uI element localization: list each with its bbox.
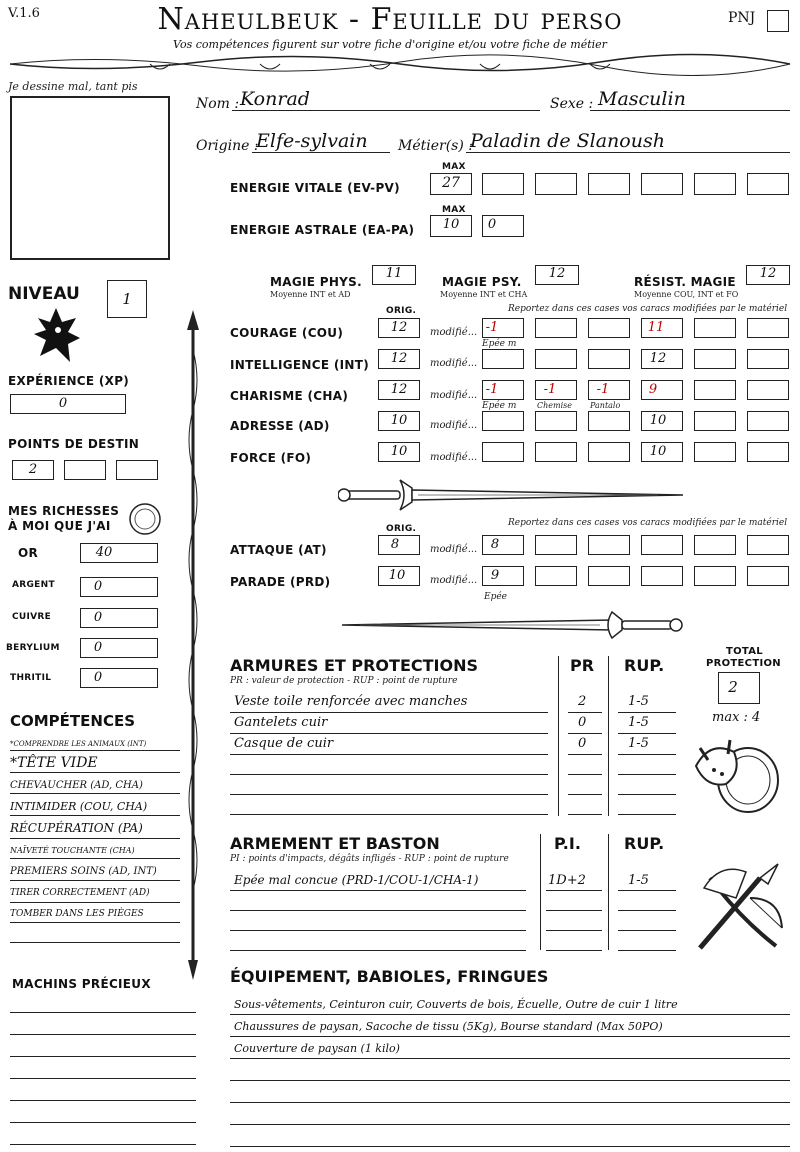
dragon-icon xyxy=(30,304,82,366)
destin-value: 2 xyxy=(28,462,38,477)
sexe-label: Sexe : xyxy=(550,96,594,112)
argent-value: 0 xyxy=(93,579,103,594)
armor-row-3-name[interactable]: Casque de cuir xyxy=(234,736,334,751)
ea-label: ENERGIE ASTRALE (EA-PA) xyxy=(230,223,415,237)
combat-orig-label: ORIG. xyxy=(386,524,417,534)
sword-icon xyxy=(338,478,688,512)
helmet-shield-icon xyxy=(690,726,786,816)
version-label: V.1.6 xyxy=(8,6,40,21)
destin-box-3[interactable] xyxy=(116,460,158,480)
armor-row-1-pr[interactable]: 2 xyxy=(578,694,587,709)
spear-icon xyxy=(182,310,204,980)
thritil-label: THRITIL xyxy=(10,673,52,683)
ea-max-label: MAX xyxy=(442,205,466,215)
richesses-label-1: MES RICHESSES xyxy=(8,504,120,518)
sexe-value[interactable]: Masculin xyxy=(598,88,686,110)
stat-cou-mod1-note: Epée m xyxy=(482,339,517,349)
resist-magie-label: RÉSIST. MAGIE xyxy=(634,275,736,289)
magie-psy-note: Moyenne INT et CHA xyxy=(440,290,528,299)
stat-cha-orig: 12 xyxy=(390,382,408,397)
parade-mod: 9 xyxy=(490,568,500,583)
sheet-subtitle: Vos compétences figurent sur votre fiche d'origine et/ou votre fiche de métier xyxy=(173,38,607,51)
armor-pr-header: PR xyxy=(570,656,595,675)
armor-row-1-rup[interactable]: 1-5 xyxy=(628,694,649,709)
armor-note: PR : valeur de protection - RUP : point de rupture xyxy=(230,676,458,686)
niveau-label: NIVEAU xyxy=(8,284,80,304)
skill-3[interactable]: CHEVAUCHER (AD, CHA) xyxy=(10,780,143,791)
xp-label: EXPÉRIENCE (XP) xyxy=(8,374,130,388)
weapon-row-1-pi[interactable]: 1D+2 xyxy=(548,873,586,888)
magie-phys-note: Moyenne INT et AD xyxy=(270,290,351,299)
stat-ad-label: ADRESSE (AD) xyxy=(230,419,330,433)
skill-8[interactable]: TIRER CORRECTEMENT (AD) xyxy=(10,888,150,898)
skill-5[interactable]: RÉCUPÉRATION (PA) xyxy=(10,821,143,835)
stat-int-orig: 12 xyxy=(390,351,408,366)
parade-mod-note: Epée xyxy=(484,592,507,602)
ea-max-value: 10 xyxy=(442,217,460,232)
stat-cha-mod1: -1 xyxy=(485,382,499,397)
stat-cha-mod3: -1 xyxy=(596,382,610,397)
armor-row-2-pr[interactable]: 0 xyxy=(578,715,587,730)
stat-ad-modifie: modifié... xyxy=(430,420,478,431)
weapons-title: ARMEMENT ET BASTON xyxy=(230,834,440,853)
attaque-orig: 8 xyxy=(390,537,400,552)
skill-9[interactable]: TOMBER DANS LES PIÈGES xyxy=(10,909,144,919)
total-protection-value: 2 xyxy=(728,678,738,696)
argent-label: ARGENT xyxy=(12,580,55,590)
ea-current-value: 0 xyxy=(487,217,497,232)
berylium-label: BERYLIUM xyxy=(6,643,60,653)
stat-ad-final: 10 xyxy=(649,413,667,428)
armor-row-3-rup[interactable]: 1-5 xyxy=(628,736,649,751)
stat-int-final: 12 xyxy=(649,351,667,366)
origine-label: Origine : xyxy=(196,138,259,154)
pnj-label: PNJ xyxy=(728,10,756,26)
armor-row-2-rup[interactable]: 1-5 xyxy=(628,715,649,730)
weapons-rup-header: RUP. xyxy=(624,834,665,853)
equipment-line-2[interactable]: Chaussures de paysan, Sacoche de tissu (5Kg), Bourse standard (Max 50PO) xyxy=(234,1020,663,1033)
stat-cha-mod3-note: Pantalo xyxy=(590,401,621,410)
nom-label: Nom : xyxy=(196,96,240,112)
stat-cou-modifie: modifié... xyxy=(430,327,478,338)
total-protection-label-1: TOTAL xyxy=(726,646,763,657)
stat-int-modifie: modifié... xyxy=(430,358,478,369)
stat-fo-modifie: modifié... xyxy=(430,452,478,463)
stats-orig-label: ORIG. xyxy=(386,306,417,316)
attaque-mod: 8 xyxy=(490,537,500,552)
sheet-title: Naheulbeuk - Feuille du perso xyxy=(157,2,623,37)
attaque-label: ATTAQUE (AT) xyxy=(230,543,327,557)
armor-row-3-pr[interactable]: 0 xyxy=(578,736,587,751)
skills-title: COMPÉTENCES xyxy=(10,712,136,730)
equipment-line-3[interactable]: Couverture de paysan (1 kilo) xyxy=(234,1042,400,1055)
origine-value[interactable]: Elfe-sylvain xyxy=(256,130,368,152)
destin-box-2[interactable] xyxy=(64,460,106,480)
cuivre-label: CUIVRE xyxy=(12,612,52,622)
stat-fo-orig: 10 xyxy=(390,444,408,459)
skill-2[interactable]: *TÊTE VIDE xyxy=(10,755,98,771)
magie-psy-label: MAGIE PSY. xyxy=(442,275,522,289)
total-protection-label-2: PROTECTION xyxy=(706,658,781,669)
treasures-title: MACHINS PRÉCIEUX xyxy=(12,977,151,991)
stat-cou-label: COURAGE (COU) xyxy=(230,326,344,340)
total-protection-max: max : 4 xyxy=(712,710,761,725)
equipment-title: ÉQUIPEMENT, BABIOLES, FRINGUES xyxy=(230,967,549,986)
stat-cou-orig: 12 xyxy=(390,320,408,335)
stat-cha-mod2-note: Chemise xyxy=(537,401,572,410)
stat-fo-final: 10 xyxy=(649,444,667,459)
weapon-row-1-name[interactable]: Epée mal concue (PRD-1/COU-1/CHA-1) xyxy=(234,873,479,887)
thritil-value: 0 xyxy=(93,670,103,685)
ev-max-value: 27 xyxy=(442,175,460,191)
magie-phys-label: MAGIE PHYS. xyxy=(270,275,362,289)
stat-cha-mod1-note: Epée m xyxy=(482,401,517,411)
pnj-checkbox[interactable] xyxy=(767,10,789,32)
stat-fo-label: FORCE (FO) xyxy=(230,451,312,465)
stat-int-label: INTELLIGENCE (INT) xyxy=(230,358,369,372)
stat-ad-orig: 10 xyxy=(390,413,408,428)
combat-note: Reportez dans ces cases vos caracs modifiées par le matériel xyxy=(508,518,788,528)
stats-note: Reportez dans ces cases vos caracs modifiées par le matériel xyxy=(508,304,788,314)
armor-row-1-name[interactable]: Veste toile renforcée avec manches xyxy=(234,694,468,709)
armor-rup-header: RUP. xyxy=(624,656,665,675)
armor-title: ARMURES ET PROTECTIONS xyxy=(230,656,478,675)
magie-psy-value: 12 xyxy=(548,266,566,281)
stat-cha-label: CHARISME (CHA) xyxy=(230,389,349,403)
stat-cou-mod1: -1 xyxy=(485,320,499,335)
stat-cha-mod2: -1 xyxy=(543,382,557,397)
weapon-row-1-rup[interactable]: 1-5 xyxy=(628,873,649,888)
resist-magie-value: 12 xyxy=(759,266,777,281)
richesses-label-2: À MOI QUE J'AI xyxy=(8,519,111,533)
parade-label: PARADE (PRD) xyxy=(230,575,331,589)
portrait-caption: Je dessine mal, tant pis xyxy=(8,80,138,93)
weapons-pi-header: P.I. xyxy=(554,834,581,853)
metier-value[interactable]: Paladin de Slanoush xyxy=(470,130,665,152)
stat-cou-final: 11 xyxy=(647,320,665,335)
nom-value[interactable]: Konrad xyxy=(240,88,310,110)
coin-icon xyxy=(128,502,162,536)
skill-4[interactable]: INTIMIDER (COU, CHA) xyxy=(10,800,148,813)
resist-magie-note: Moyenne COU, INT et FO xyxy=(634,290,739,299)
skill-6[interactable]: NAÏVETÉ TOUCHANTE (CHA) xyxy=(10,846,135,855)
or-value: 40 xyxy=(95,545,113,560)
portrait-frame[interactable] xyxy=(10,96,170,260)
xp-value: 0 xyxy=(58,396,68,411)
equipment-line-1[interactable]: Sous-vêtements, Ceinturon cuir, Couverts de bois, Écuelle, Outre de cuir 1 litre xyxy=(234,998,678,1011)
skill-1[interactable]: *COMPRENDRE LES ANIMAUX (INT) xyxy=(10,740,147,748)
sword-2-icon xyxy=(340,608,684,642)
attaque-modifie: modifié... xyxy=(430,544,478,555)
header-vine-icon xyxy=(0,52,800,76)
destin-label: POINTS DE DESTIN xyxy=(8,437,140,451)
skill-7[interactable]: PREMIERS SOINS (AD, INT) xyxy=(10,866,157,877)
niveau-value: 1 xyxy=(122,290,132,308)
armor-row-2-name[interactable]: Gantelets cuir xyxy=(234,715,328,730)
magie-phys-value: 11 xyxy=(385,266,403,281)
parade-modifie: modifié... xyxy=(430,575,478,586)
weapons-note: PI : points d'impacts, dégâts infligés - RUP : point de rupture xyxy=(230,854,509,864)
or-label: OR xyxy=(18,546,39,560)
stat-cha-modifie: modifié... xyxy=(430,390,478,401)
ev-max-label: MAX xyxy=(442,162,466,172)
stat-cha-final: 9 xyxy=(648,382,658,397)
ev-label: ENERGIE VITALE (EV-PV) xyxy=(230,181,400,195)
parade-orig: 10 xyxy=(388,568,406,583)
berylium-value: 0 xyxy=(93,640,103,655)
weapons-cluster-icon xyxy=(690,858,790,956)
metier-label: Métier(s) : xyxy=(398,138,473,154)
cuivre-value: 0 xyxy=(93,610,103,625)
